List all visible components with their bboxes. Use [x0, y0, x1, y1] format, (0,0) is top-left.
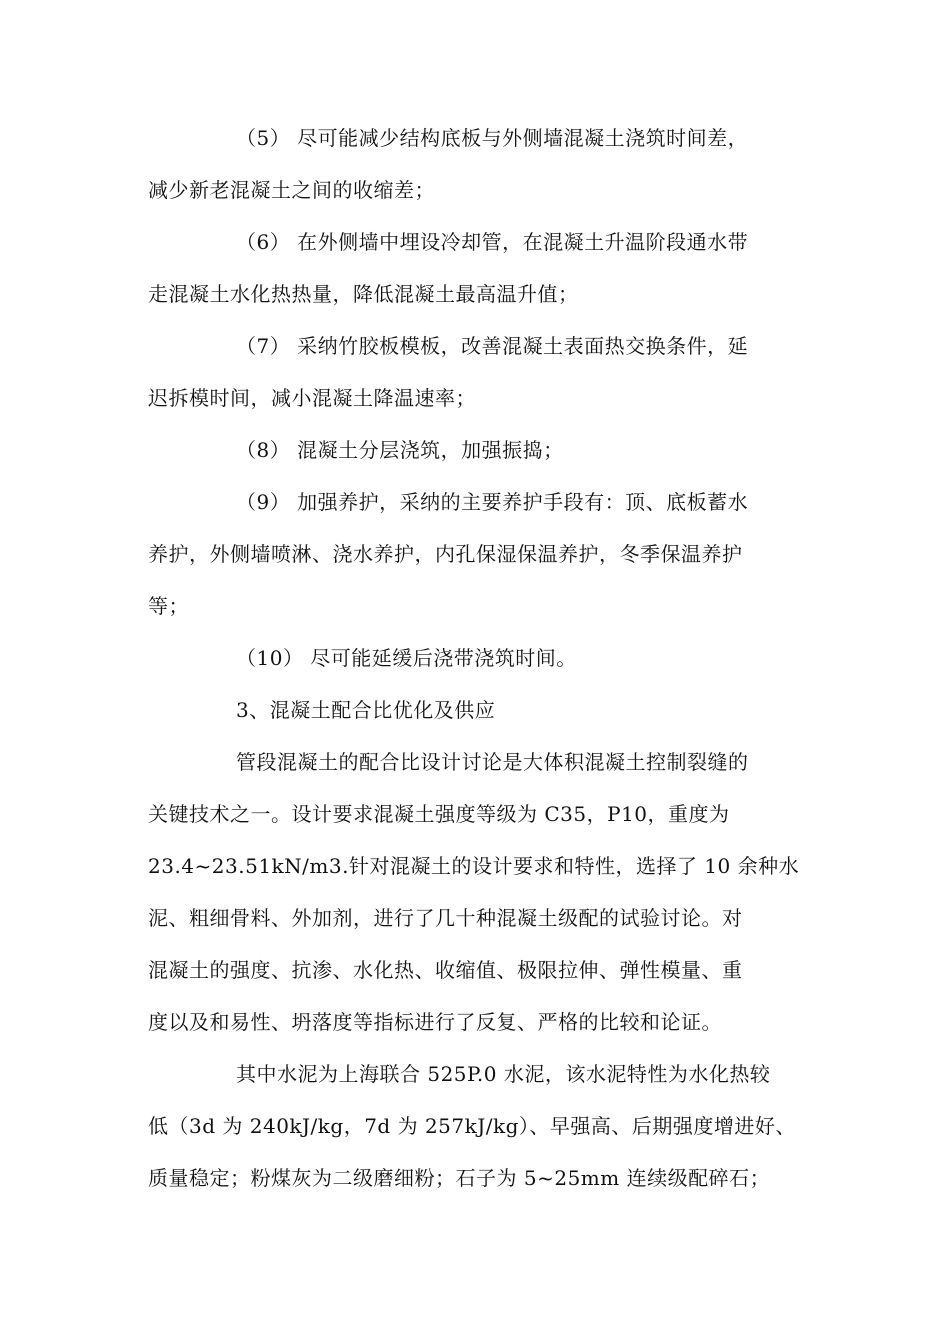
paragraph-line: （9） 加强养护，采纳的主要养护手段有：顶、底板蓄水	[236, 490, 749, 514]
paragraph-line: 迟拆模时间，减小混凝土降温速率；	[148, 386, 476, 410]
paragraph-line: 混凝土的强度、抗渗、水化热、收缩值、极限拉伸、弹性模量、重	[148, 958, 743, 982]
paragraph-line: （7） 采纳竹胶板模板，改善混凝土表面热交换条件，延	[236, 334, 749, 358]
paragraph-line: 低（3d 为 240kJ/kg，7d 为 257kJ/kg）、早强高、后期强度增进好、	[148, 1114, 796, 1138]
paragraph-line: （5） 尽可能减少结构底板与外侧墙混凝土浇筑时间差，	[236, 126, 749, 150]
section-heading: 3、混凝土配合比优化及供应	[236, 698, 496, 722]
paragraph-line: 走混凝土水化热热量，降低混凝土最高温升值；	[148, 282, 579, 306]
paragraph-line: （10） 尽可能延缓后浇带浇筑时间。	[236, 646, 577, 670]
paragraph-line: 泥、粗细骨料、外加剂，进行了几十种混凝土级配的试验讨论。对	[148, 906, 743, 930]
paragraph-line: 其中水泥为上海联合 525P.0 水泥，该水泥特性为水化热较	[236, 1062, 771, 1086]
paragraph-line: 等；	[148, 594, 189, 618]
paragraph-line: 减少新老混凝土之间的收缩差；	[148, 178, 435, 202]
paragraph-line: （6） 在外侧墙中埋设冷却管，在混凝土升温阶段通水带	[236, 230, 749, 254]
paragraph-line: 23.4~23.51kN/m3.针对混凝土的设计要求和特性，选择了 10 余种水	[148, 854, 800, 878]
paragraph-line: 度以及和易性、坍落度等指标进行了反复、严格的比较和论证。	[148, 1010, 722, 1034]
paragraph-line: 养护，外侧墙喷淋、浇水养护，内孔保湿保温养护，冬季保温养护	[148, 542, 743, 566]
paragraph-line: 质量稳定；粉煤灰为二级磨细粉；石子为 5~25mm 连续级配碎石；	[148, 1166, 771, 1190]
paragraph-line: 关键技术之一。设计要求混凝土强度等级为 C35，P10，重度为	[148, 802, 730, 826]
paragraph-line: 管段混凝土的配合比设计讨论是大体积混凝土控制裂缝的	[236, 750, 749, 774]
paragraph-line: （8） 混凝土分层浇筑，加强振捣；	[236, 438, 564, 462]
